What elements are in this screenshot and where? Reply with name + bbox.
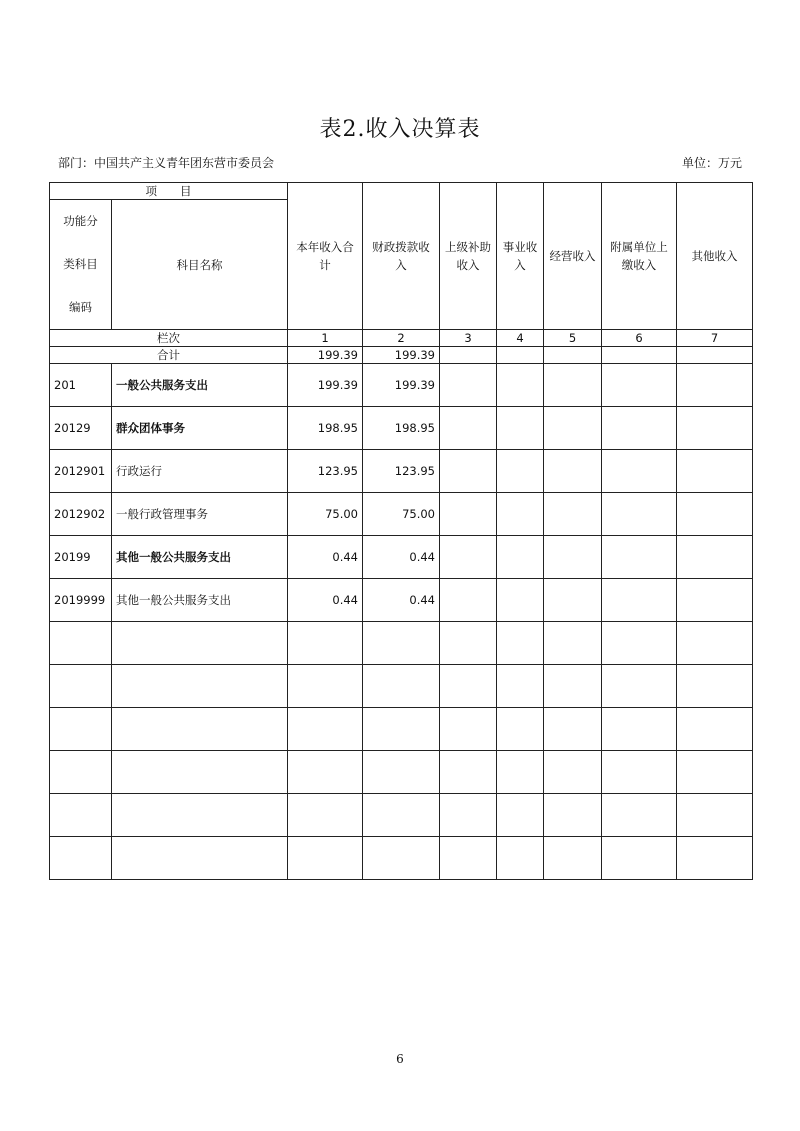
header-superior: 上级补助收入 bbox=[440, 183, 497, 330]
row-total: 199.39 bbox=[288, 364, 363, 407]
subject-name: 一般行政管理事务 bbox=[112, 493, 288, 536]
header-total: 本年收入合计 bbox=[288, 183, 363, 330]
empty-row bbox=[50, 751, 753, 794]
subject-name: 行政运行 bbox=[112, 450, 288, 493]
row-fiscal: 0.44 bbox=[363, 579, 440, 622]
column-index-4: 4 bbox=[497, 330, 544, 347]
column-index-7: 7 bbox=[677, 330, 753, 347]
column-index-6: 6 bbox=[602, 330, 677, 347]
table-row bbox=[50, 450, 753, 493]
table-row bbox=[50, 493, 753, 536]
column-index-label: 栏次 bbox=[50, 330, 288, 347]
row-fiscal: 123.95 bbox=[363, 450, 440, 493]
subject-name: 其他一般公共服务支出 bbox=[112, 579, 288, 622]
header-affiliated: 附属单位上缴收入 bbox=[602, 183, 677, 330]
subject-name: 其他一般公共服务支出 bbox=[112, 536, 288, 579]
header-business: 事业收入 bbox=[497, 183, 544, 330]
income-table bbox=[49, 182, 753, 880]
header-subject-name: 科目名称 bbox=[112, 200, 288, 330]
empty-row bbox=[50, 708, 753, 751]
subject-code: 20129 bbox=[50, 407, 112, 450]
department-label: 部门：中国共产主义青年团东营市委员会 bbox=[58, 156, 275, 170]
subject-code: 20199 bbox=[50, 536, 112, 579]
header-code bbox=[50, 200, 112, 330]
header-code-line1: 功能分 bbox=[63, 214, 98, 228]
table-row bbox=[50, 407, 753, 450]
empty-row bbox=[50, 837, 753, 880]
total-row bbox=[50, 347, 753, 364]
header-code-line3: 编码 bbox=[69, 300, 92, 314]
row-fiscal: 198.95 bbox=[363, 407, 440, 450]
subject-name: 群众团体事务 bbox=[112, 407, 288, 450]
total-label: 合计 bbox=[50, 347, 288, 364]
subject-code: 2012901 bbox=[50, 450, 112, 493]
page-title: 表2.收入决算表 bbox=[319, 117, 481, 142]
column-index-5: 5 bbox=[544, 330, 602, 347]
header-item: 项 目 bbox=[50, 183, 288, 200]
row-total: 0.44 bbox=[288, 536, 363, 579]
subject-code: 201 bbox=[50, 364, 112, 407]
header-fiscal: 财政拨款收入 bbox=[363, 183, 440, 330]
row-total: 0.44 bbox=[288, 579, 363, 622]
header-code-line2: 类科目 bbox=[63, 257, 98, 271]
table-row bbox=[50, 579, 753, 622]
header-other: 其他收入 bbox=[677, 183, 753, 330]
row-fiscal: 0.44 bbox=[363, 536, 440, 579]
empty-row bbox=[50, 665, 753, 708]
subject-name: 一般公共服务支出 bbox=[112, 364, 288, 407]
unit-label: 单位：万元 bbox=[681, 156, 742, 170]
page-number: 6 bbox=[396, 1052, 404, 1066]
column-index-1: 1 bbox=[288, 330, 363, 347]
row-total: 123.95 bbox=[288, 450, 363, 493]
row-fiscal: 75.00 bbox=[363, 493, 440, 536]
total-value: 199.39 bbox=[288, 347, 363, 364]
row-total: 75.00 bbox=[288, 493, 363, 536]
column-index-3: 3 bbox=[440, 330, 497, 347]
subject-code: 2012902 bbox=[50, 493, 112, 536]
empty-row bbox=[50, 622, 753, 665]
table-row bbox=[50, 364, 753, 407]
fiscal-value: 199.39 bbox=[363, 347, 440, 364]
subject-code: 2019999 bbox=[50, 579, 112, 622]
empty-row bbox=[50, 794, 753, 837]
column-index-2: 2 bbox=[363, 330, 440, 347]
row-fiscal: 199.39 bbox=[363, 364, 440, 407]
table-row bbox=[50, 536, 753, 579]
header-operating: 经营收入 bbox=[544, 183, 602, 330]
row-total: 198.95 bbox=[288, 407, 363, 450]
